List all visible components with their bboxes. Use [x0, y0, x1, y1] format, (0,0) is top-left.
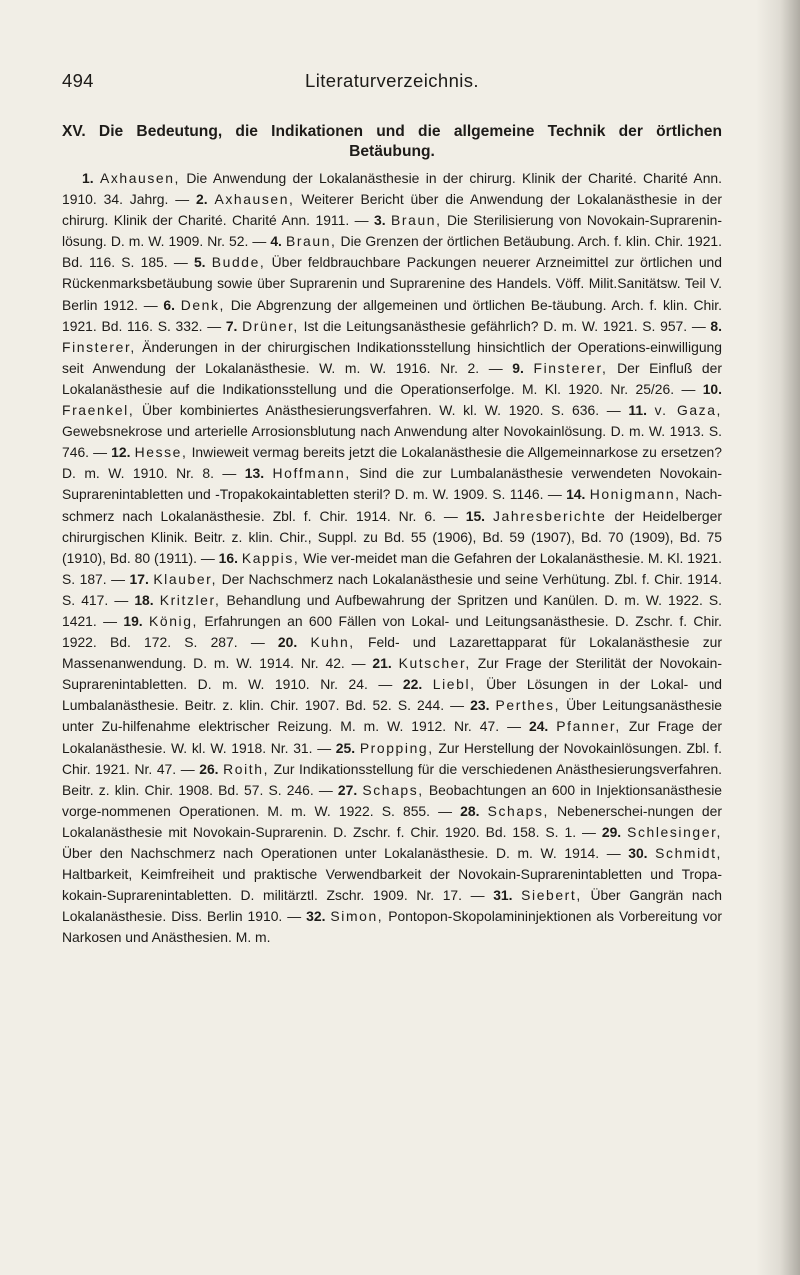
entry-author: Finsterer,	[62, 338, 136, 355]
entry-separator: —	[213, 465, 245, 482]
entry-text: Nach-schmerz nach Lokalanästhesie. Zbl. f. Chir. 1914. Nr. 6.	[62, 486, 723, 524]
entry-number: 12.	[111, 444, 131, 461]
entry-author: Schmidt,	[655, 845, 723, 861]
entry-text: Über feldbrauchbare Packungen neuerer Arzneimittel zur örtlichen und Rückenmarksbetäubung sowie über Suprarenin und Suprarenine des Handels. Vöff. Milit.Sanitätsw. Teil V. Berlin 1912.	[62, 254, 723, 313]
entry-separator: —	[687, 317, 711, 334]
section-heading-line-2: Betäubung.	[349, 143, 435, 160]
entry-number: 13.	[244, 465, 265, 482]
entry-author: Drüner,	[242, 317, 299, 334]
entry-number: 7.	[225, 317, 238, 334]
entry-author: Jahresberichte	[493, 507, 607, 524]
entry-number: 9.	[512, 359, 524, 376]
entry-text: Feld- und Lazarettapparat für Lokalanästhesie zur Massenanwendung. D. m. W. 1914. Nr. 42.	[62, 634, 722, 672]
entry-number: 3.	[374, 212, 386, 229]
entry-number: 27.	[337, 781, 358, 798]
entry-separator: —	[196, 549, 219, 566]
entry-number: 20.	[277, 634, 298, 651]
entry-text: Über kombiniertes Anästhesierungsverfahren. W. kl. W. 1920. S. 636.	[134, 402, 600, 419]
entry-separator: —	[576, 823, 602, 840]
entry-author: Honigmann,	[589, 486, 681, 503]
entry-separator: —	[138, 296, 164, 313]
entry-author: Axhausen,	[214, 191, 295, 208]
entry-number: 17.	[129, 570, 149, 587]
entry-text: Über Lösungen in der Lokal- und Lumbalanästhesie. Beitr. z. klin. Chir. 1907. Bd. 52. S. 244.	[62, 676, 723, 714]
entry-text: Gewebsnekrose und arterielle Arrosionsblutung nach Anwendung alter Novokainlösung. D. m. W. 1913. S. 746.	[62, 423, 722, 461]
entry-text: Zur Frage der Sterilität der Novokain-Suprarenintabletten. D. m. W. 1910. Nr. 24.	[62, 655, 722, 693]
entry-number: 18.	[134, 591, 154, 608]
entry-text: Erfahrungen an 600 Fällen von Lokal- und Leitungsanästhesie. D. Zschr. f. Chir. 1922. Bd. 172. S. 287.	[62, 612, 722, 651]
entry-text: Sind die zur Lumbalanästhesie verwendeten Novokain-Suprarenintabletten und -Tropakokaintabletten steril? D. m. W. 1909. S. 1146.	[62, 465, 723, 503]
entry-text: Zur Frage der Lokalanästhesie. W. kl. W. 1918. Nr. 31.	[62, 718, 722, 756]
entry-text: Nebenerschei-nungen der Lokalanästhesie mit Novokain-Suprarenin. D. Zschr. f. Chir. 1920. Bd. 158. S. 1.	[62, 802, 723, 840]
entry-number: 1.	[82, 170, 94, 186]
entry-number: 21.	[372, 655, 392, 672]
entry-separator: —	[674, 380, 703, 397]
entry-number: 16.	[218, 549, 238, 566]
entry-number: 22.	[402, 676, 423, 693]
entry-author: Pfanner,	[556, 718, 621, 735]
entry-number: 26.	[199, 760, 219, 777]
entry-author: Axhausen,	[99, 170, 181, 186]
entry-number: 5.	[193, 254, 206, 271]
entry-separator: —	[167, 254, 194, 271]
entry-separator: —	[202, 317, 226, 334]
entry-text: Der Nachschmerz nach Lokalanästhesie und seine Verhütung. Zbl. f. Chir. 1914. S. 417.	[62, 570, 722, 608]
entry-separator: —	[367, 676, 403, 693]
entry-text: Ist die Leitungsanästhesie gefährlich? D. m. W. 1921. S. 957.	[298, 317, 688, 334]
entry-text: Der Einfluß der Lokalanästhesie auf die Indikationsstellung und die Operationserfolge. M. Kl. 1920. Nr. 25/26.	[62, 359, 723, 397]
entry-author: Liebl,	[432, 676, 476, 693]
entry-text: Über Leitungsanästhesie unter Zu-hilfenahme elektrischer Reizung. M. m. W. 1912. Nr. 47.	[62, 697, 723, 735]
entry-number: 15.	[465, 507, 486, 524]
bibliography-paragraph	[62, 168, 722, 948]
entry-author: Roith,	[223, 760, 270, 777]
entry-author: Braun,	[285, 233, 337, 250]
entry-number: 25.	[335, 739, 356, 756]
entry-separator: —	[462, 887, 494, 904]
section-heading	[62, 122, 722, 162]
entry-author: Siebert,	[521, 887, 582, 904]
entry-author: Perthes,	[495, 697, 561, 714]
entry-separator: —	[106, 570, 130, 587]
entry-text: Die Grenzen der örtlichen Betäubung. Arch. f. klin. Chir. 1921. Bd. 116. S. 185.	[62, 233, 723, 271]
entry-author: Braun,	[391, 212, 442, 229]
entry-text: Die Anwendung der Lokalanästhesie in der chirurg. Klinik der Charité. Charité Ann. 1910. 34. Jahrg.	[62, 170, 723, 208]
entry-number: 31.	[493, 887, 513, 904]
entry-author: Klauber,	[153, 570, 218, 587]
entry-number: 29.	[601, 823, 622, 840]
entry-number: 19.	[123, 612, 143, 629]
entry-text: Inwieweit vermag bereits jetzt die Lokalanästhesie die Allgemeinnarkose zu ersetzen? D. m. W. 1910. Nr. 8.	[62, 444, 723, 482]
entry-author: Kutscher,	[398, 655, 471, 672]
page-edge-shadow	[756, 0, 800, 1275]
entry-separator: —	[349, 212, 374, 229]
entry-author: v. Gaza,	[654, 402, 723, 419]
entry-number: 30.	[628, 845, 648, 861]
entry-text: Haltbarkeit, Keimfreiheit und praktische Verwendbarkeit der Novokain-Suprarenintabletten und Tropa-kokain-Suprarenintabletten. D. militärztl. Zschr. 1909. Nr. 17.	[62, 866, 722, 904]
entry-author: Kuhn,	[310, 634, 355, 651]
entry-number: 24.	[528, 718, 549, 735]
entry-separator: —	[430, 802, 461, 819]
running-title: Literaturverzeichnis.	[305, 70, 479, 91]
entry-text: Über den Nachschmerz nach Operationen unter Lokalanästhesie. D. m. W. 1914.	[62, 845, 600, 861]
entry-text: Die Abgrenzung der allgemeinen und örtlichen Be-täubung. Arch. f. klin. Chir. 1921. Bd. 116. S. 332.	[62, 296, 723, 334]
entry-separator: —	[313, 781, 338, 798]
entry-number: 4.	[270, 233, 282, 250]
entry-separator: —	[282, 908, 307, 925]
book-page	[62, 64, 722, 948]
entry-separator: —	[108, 591, 135, 608]
entry-text: Beobachtungen an 600 in Injektionsanästhesie vorge-nommenen Operationen. M. m. W. 1922. S. 855.	[62, 781, 723, 819]
entry-text: Weiterer Bericht über die Anwendung der Lokalanästhesie in der chirurg. Klinik der Charité. Charité Ann. 1911.	[62, 191, 722, 229]
entry-text: Die Sterilisierung von Novokain-Suprarenin-lösung. D. m. W. 1909. Nr. 52.	[62, 212, 723, 250]
entry-number: 8.	[710, 317, 723, 334]
page-number: 494	[62, 70, 94, 91]
entry-separator: —	[444, 697, 471, 714]
entry-separator: —	[344, 655, 373, 672]
entry-text: Änderungen in der chirurgischen Indikationsstellung hinsichtlich der Operations-einwilligung seit Anwendung der Lokalanästhesie. W. m. W. 1916. Nr. 2.	[62, 338, 722, 376]
entry-number: 28.	[460, 802, 480, 819]
entry-author: Hoffmann,	[272, 465, 351, 482]
bibliography-entry	[226, 318, 687, 334]
entry-author: Fraenkel,	[62, 402, 135, 419]
entry-author: Finsterer,	[533, 359, 608, 376]
entry-text: Über Gangrän nach Lokalanästhesie. Diss. Berlin 1910.	[62, 887, 723, 925]
entry-author: Kritzler,	[159, 591, 221, 608]
entry-separator: —	[599, 402, 629, 419]
entry-text: der Heidelberger chirurgischen Klinik. Beitr. z. klin. Chir., Suppl. zu Bd. 55 (1906), Bd. 59 (1907), Bd. 70 (1909), Bd. 75 (1910), Bd. 80 (1911).	[62, 507, 723, 566]
entry-separator: —	[176, 760, 200, 777]
entry-author: Schlesinger,	[627, 823, 722, 840]
entry-separator: —	[543, 486, 567, 503]
entry-text: Zur Herstellung der Novokainlösungen. Zbl. f. Chir. 1921. Nr. 47.	[62, 739, 723, 777]
entry-author: Denk,	[180, 296, 225, 313]
entry-text: Zur Indikationsstellung für die verschiedenen Anästhesierungsverfahren. Beitr. z. klin. Chir. 1908. Bd. 57. S. 246.	[62, 760, 723, 798]
entry-separator: —	[499, 718, 529, 735]
entry-separator: —	[479, 359, 513, 376]
entry-author: Kappis,	[241, 549, 300, 566]
entry-number: 10.	[702, 380, 723, 397]
section-heading-line-1: XV. Die Bedeutung, die Indikationen und die allgemeine Technik der örtlichen	[62, 123, 722, 140]
entry-author: Schaps,	[362, 781, 424, 798]
entry-number: 23.	[470, 697, 490, 714]
entry-separator: —	[248, 233, 271, 250]
entry-author: Hesse,	[134, 444, 188, 461]
entry-separator: —	[312, 739, 336, 756]
entry-number: 6.	[163, 296, 175, 313]
entry-number: 32.	[306, 908, 326, 925]
entry-separator: —	[96, 612, 124, 629]
entry-text: Pontopon-Skopolamininjektionen als Vorbereitung vor Narkosen und Anästhesien. M. m.	[62, 908, 723, 946]
entry-separator: —	[89, 444, 112, 461]
entry-author: Schaps,	[487, 802, 549, 819]
entry-number: 2.	[196, 191, 208, 208]
entry-separator: —	[435, 507, 466, 524]
entry-number: 11.	[628, 402, 647, 419]
page-header	[62, 64, 722, 100]
entry-author: Propping,	[359, 739, 434, 756]
entry-author: Budde,	[211, 254, 266, 271]
entry-text: Behandlung und Aufbewahrung der Spritzen und Kanülen. D. m. W. 1922. S. 1421.	[62, 591, 723, 629]
entry-separator: —	[168, 191, 197, 208]
entry-number: 14.	[566, 486, 586, 503]
entry-author: König,	[149, 612, 198, 629]
entry-separator: —	[599, 845, 629, 861]
entry-author: Simon,	[330, 908, 384, 925]
entry-separator: —	[237, 634, 278, 651]
entry-text: Wie ver-meidet man die Gefahren der Lokalanästhesie. M. Kl. 1921. S. 187.	[62, 549, 723, 587]
